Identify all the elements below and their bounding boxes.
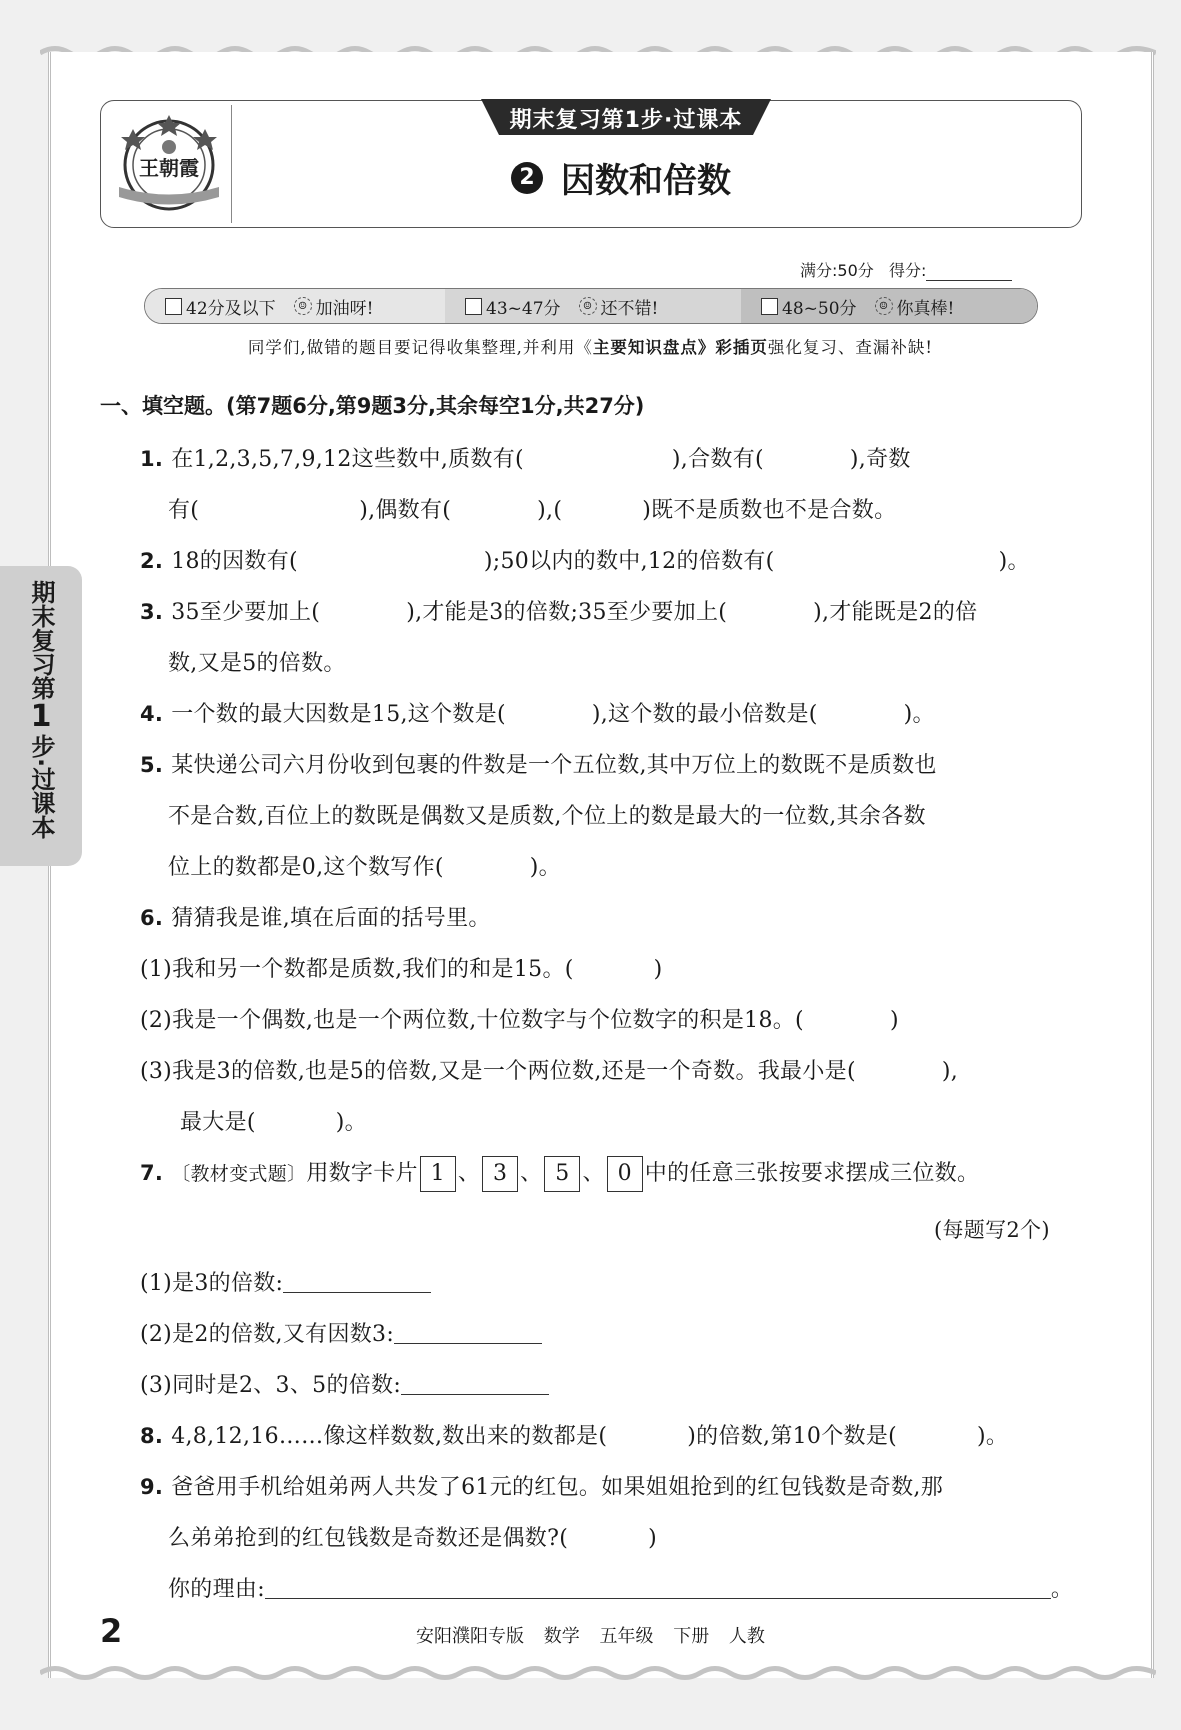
question-4: 4. 一个数的最大因数是15,这个数是( ),这个数的最小倍数是( )。	[140, 702, 935, 727]
smiley-icon: ☺	[875, 297, 893, 315]
answer-line[interactable]	[394, 1323, 542, 1344]
header-divider	[231, 105, 232, 223]
question-6-sub-3: (3)我是3的倍数,也是5的倍数,又是一个两位数,还是一个奇数。我最小是( ),	[140, 1059, 959, 1084]
score-line	[800, 258, 1012, 281]
smiley-icon: ☺	[294, 297, 312, 315]
rating-message: 你真棒!	[896, 298, 955, 319]
footer-edition: 安阳濮阳专版 数学 五年级 下册 人教	[416, 1626, 765, 1647]
bottom-wave-border	[40, 1664, 1156, 1682]
question-6-title: 6. 猜猜我是谁,填在后面的括号里。	[140, 906, 491, 931]
publisher-logo-icon	[113, 107, 225, 219]
section-title: 一、填空题。(第7题6分,第9题3分,其余每空1分,共27分)	[100, 394, 645, 418]
review-notice: 同学们,做错的题目要记得收集整理,并利用《主要知识盘点》彩插页强化复习、查漏补缺!	[247, 338, 934, 357]
svg-text:王朝霞: 王朝霞	[139, 156, 199, 180]
rating-message: 加油呀!	[315, 298, 374, 319]
question-3-line-1: 3. 35至少要加上( ),才能是3的倍数;35至少要加上( ),才能既是2的倍	[140, 600, 978, 625]
got-score-label: 得分:	[889, 261, 927, 280]
question-9-line-2: 么弟弟抢到的红包钱数是奇数还是偶数?( )	[168, 1526, 657, 1551]
question-6-sub-2: (2)我是一个偶数,也是一个两位数,十位数字与个位数字的积是18。( )	[140, 1008, 899, 1033]
number-card: 0	[607, 1156, 643, 1192]
chapter-title	[511, 153, 731, 202]
question-5-line-3: 位上的数都是0,这个数写作( )。	[168, 855, 561, 880]
rating-range: 48~50分	[782, 298, 857, 319]
step-banner-text: 期末复习第1步·过课本	[509, 108, 743, 133]
smiley-icon: ☺	[579, 297, 597, 315]
side-step-tab: 期末复习第 1 步·过课本	[0, 566, 82, 866]
question-2: 2. 18的因数有( );50以内的数中,12的倍数有( )。	[140, 549, 1030, 574]
question-9-line-3: 你的理由: 。	[168, 1577, 1074, 1602]
number-card: 1	[420, 1156, 456, 1192]
step-banner	[481, 99, 771, 135]
number-card: 5	[544, 1156, 580, 1192]
page-number: 2	[100, 1612, 123, 1650]
question-9-line-1: 9. 爸爸用手机给姐弟两人共发了61元的红包。如果姐姐抢到的红包钱数是奇数,那	[140, 1475, 943, 1500]
reason-answer-line[interactable]	[265, 1578, 1051, 1599]
question-7: 7. 〔教材变式题〕用数字卡片 1 、 3 、 5 、 0 中的任意三张按要求摆成三位数。	[140, 1156, 979, 1192]
question-8: 8. 4,8,12,16……像这样数数,数出来的数都是( )的倍数,第10个数是( )。	[140, 1424, 1009, 1449]
rating-segment-mid	[445, 289, 741, 323]
chapter-header	[100, 100, 1082, 228]
full-score-label: 满分:50分	[800, 261, 874, 280]
rating-range: 43~47分	[486, 298, 561, 319]
question-1-line-2: 有( ),偶数有( ),( )既不是质数也不是合数。	[168, 498, 897, 523]
answer-line[interactable]	[401, 1374, 549, 1395]
chapter-title-text: 因数和倍数	[561, 161, 731, 201]
question-7-note: (每题写2个)	[934, 1218, 1050, 1242]
question-3-line-2: 数,又是5的倍数。	[168, 651, 346, 676]
score-blank[interactable]	[926, 266, 1012, 281]
rating-segment-high	[741, 289, 1037, 323]
question-1-line-1: 1. 在1,2,3,5,7,9,12这些数中,质数有( ),合数有( ),奇数	[140, 447, 911, 472]
question-7-sub-3: (3)同时是2、3、5的倍数:	[140, 1368, 549, 1399]
rating-checkbox[interactable]	[465, 298, 482, 315]
question-7-sub-2: (2)是2的倍数,又有因数3:	[140, 1317, 542, 1348]
question-5-line-1: 5. 某快递公司六月份收到包裹的件数是一个五位数,其中万位上的数既不是质数也	[140, 753, 937, 778]
question-5-line-2: 不是合数,百位上的数既是偶数又是质数,个位上的数是最大的一位数,其余各数	[168, 804, 926, 829]
answer-line[interactable]	[283, 1272, 431, 1293]
rating-range: 42分及以下	[186, 298, 276, 319]
textbook-variant-tag: 〔教材变式题〕	[171, 1163, 307, 1185]
rating-message: 还不错!	[600, 298, 659, 319]
question-6-sub-3-line-2: 最大是( )。	[180, 1110, 367, 1135]
rating-segment-low	[145, 289, 445, 323]
question-6-sub-1: (1)我和另一个数都是质数,我们的和是15。( )	[140, 957, 663, 982]
chapter-number-badge: 2	[511, 162, 543, 194]
question-7-sub-1: (1)是3的倍数:	[140, 1266, 431, 1297]
rating-checkbox[interactable]	[165, 298, 182, 315]
rating-checkbox[interactable]	[761, 298, 778, 315]
score-rating-bar	[144, 288, 1038, 324]
number-card: 3	[482, 1156, 518, 1192]
